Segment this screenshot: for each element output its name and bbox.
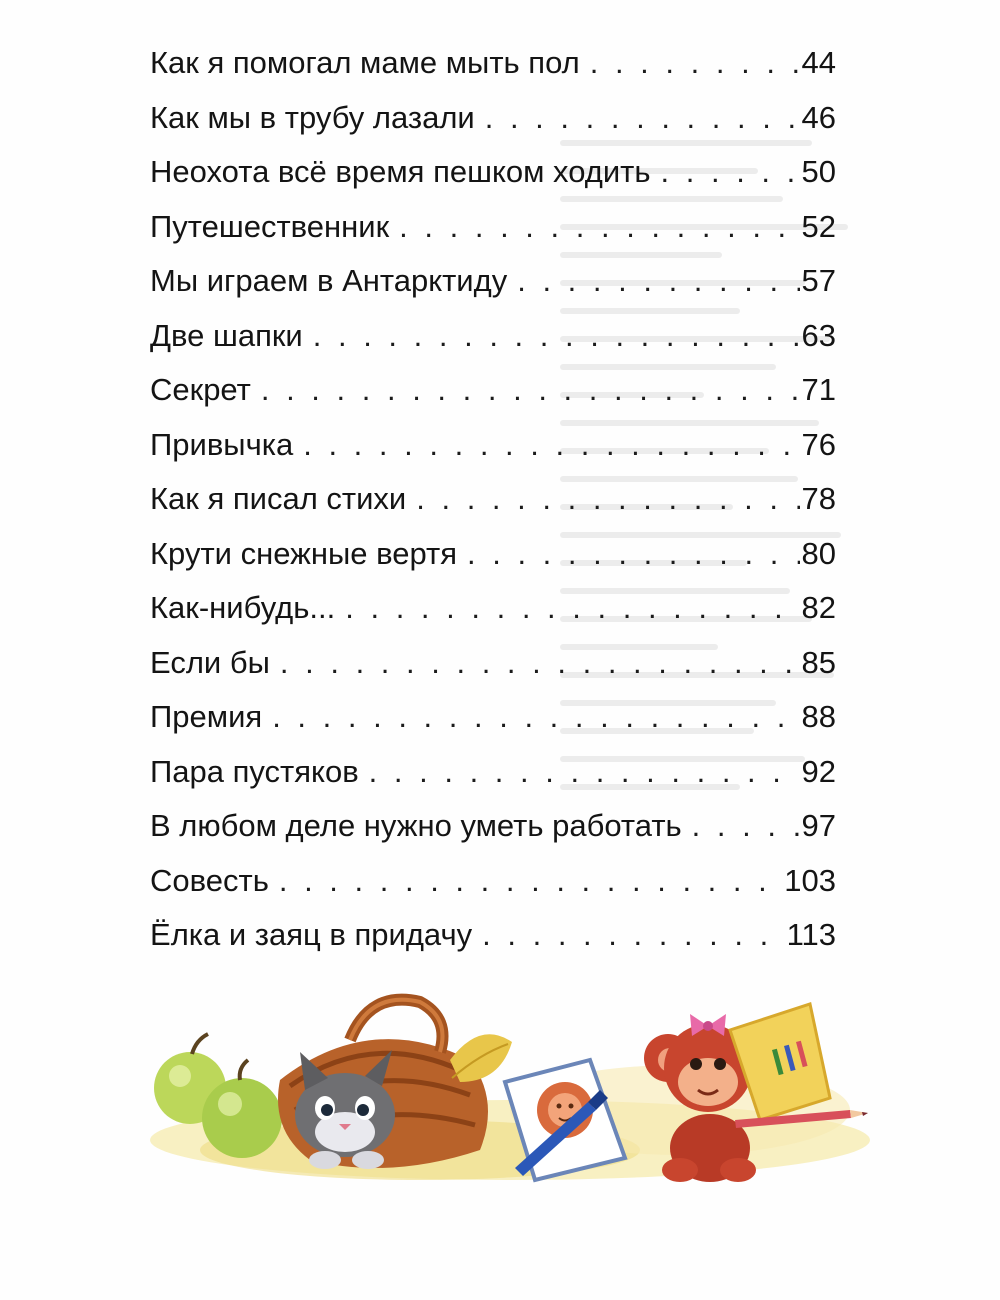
toc-entry[interactable]	[150, 200, 836, 255]
toc-entry-title: Крути снежные вертя	[150, 535, 457, 571]
toc-entry-page: 80	[801, 535, 836, 571]
toc-entry[interactable]	[150, 527, 836, 582]
toc-leader-dots	[280, 636, 800, 691]
decorative-illustration	[120, 990, 880, 1190]
toc-entry[interactable]	[150, 309, 836, 364]
toc-entry[interactable]	[150, 145, 836, 200]
toc-entry-title: Пара пустяков	[150, 753, 359, 789]
toc-entry[interactable]	[150, 636, 836, 691]
toc-entry-title: Ёлка и заяц в придачу	[150, 917, 473, 952]
toc-entry-page: 52	[801, 208, 836, 244]
toc-leader-dots	[416, 472, 799, 527]
toc-leader-dots	[485, 91, 800, 146]
toc-entry-title: Как-нибудь...	[150, 590, 336, 625]
toc-entry[interactable]	[150, 745, 836, 800]
toc-entry-title: В любом деле нужно уметь работать	[150, 808, 682, 843]
toc-entry-page: 78	[801, 481, 836, 516]
toc-entry[interactable]	[150, 363, 836, 418]
toc-entry-page: 63	[801, 317, 836, 353]
toc-entry[interactable]	[150, 854, 836, 909]
toc-entry-title: Неохота всё время пешком ходить	[150, 154, 651, 189]
toc-entry[interactable]	[150, 908, 836, 963]
toc-entry[interactable]	[150, 690, 836, 745]
toc-entry[interactable]	[150, 418, 836, 473]
toc-entry-title: Путешественник	[150, 208, 390, 244]
toc-entry[interactable]	[150, 799, 836, 854]
toc-leader-dots	[272, 690, 799, 745]
toc-entry-title: Две шапки	[150, 317, 303, 353]
toc-entry-title: Премия	[150, 699, 263, 734]
toc-entry-title: Совесть	[150, 862, 269, 898]
toc-entry-page: 85	[801, 644, 836, 680]
toc-entry-page: 44	[801, 45, 836, 80]
toc-entry[interactable]	[150, 254, 836, 309]
toc-leader-dots	[345, 581, 799, 636]
toc-entry-title: Привычка	[150, 426, 294, 462]
toc-leader-dots	[313, 309, 800, 364]
table-of-contents	[150, 36, 836, 963]
toc-entry[interactable]	[150, 472, 836, 527]
toc-entry-title: Как я помогал маме мыть пол	[150, 45, 580, 80]
toc-entry-title: Секрет	[150, 372, 251, 407]
toc-entry[interactable]	[150, 581, 836, 636]
toc-leader-dots	[303, 418, 799, 473]
toc-entry-page: 71	[801, 372, 836, 407]
toc-entry-page: 92	[801, 753, 836, 789]
toc-leader-dots	[482, 908, 784, 963]
toc-entry-page: 97	[801, 808, 836, 843]
toc-entry-page: 57	[801, 263, 836, 298]
toc-leader-dots	[467, 527, 800, 582]
toc-entry-title: Как мы в трубу лазали	[150, 99, 475, 135]
toc-entry-page: 46	[801, 99, 836, 135]
toc-entry-title: Если бы	[150, 644, 270, 680]
toc-entry-page: 82	[801, 590, 836, 625]
leaf-icon	[450, 1034, 512, 1082]
toc-leader-dots	[517, 254, 799, 309]
toc-leader-dots	[590, 36, 800, 91]
toc-entry-page: 50	[801, 154, 836, 189]
toc-leader-dots	[399, 200, 799, 255]
toc-entry[interactable]	[150, 36, 836, 91]
toc-entry-page: 113	[786, 917, 836, 952]
toc-entry-page: 88	[801, 699, 836, 734]
toc-entry-page: 76	[801, 426, 836, 462]
toc-entry-title: Как я писал стихи	[150, 481, 407, 516]
toc-leader-dots	[692, 799, 800, 854]
toc-leader-dots	[369, 745, 800, 800]
toc-entry-title: Мы играем в Антарктиду	[150, 263, 508, 298]
toc-entry[interactable]	[150, 91, 836, 146]
toc-leader-dots	[661, 145, 800, 200]
toc-leader-dots	[261, 363, 800, 418]
toc-entry-page: 103	[784, 862, 836, 898]
toc-leader-dots	[279, 854, 782, 909]
